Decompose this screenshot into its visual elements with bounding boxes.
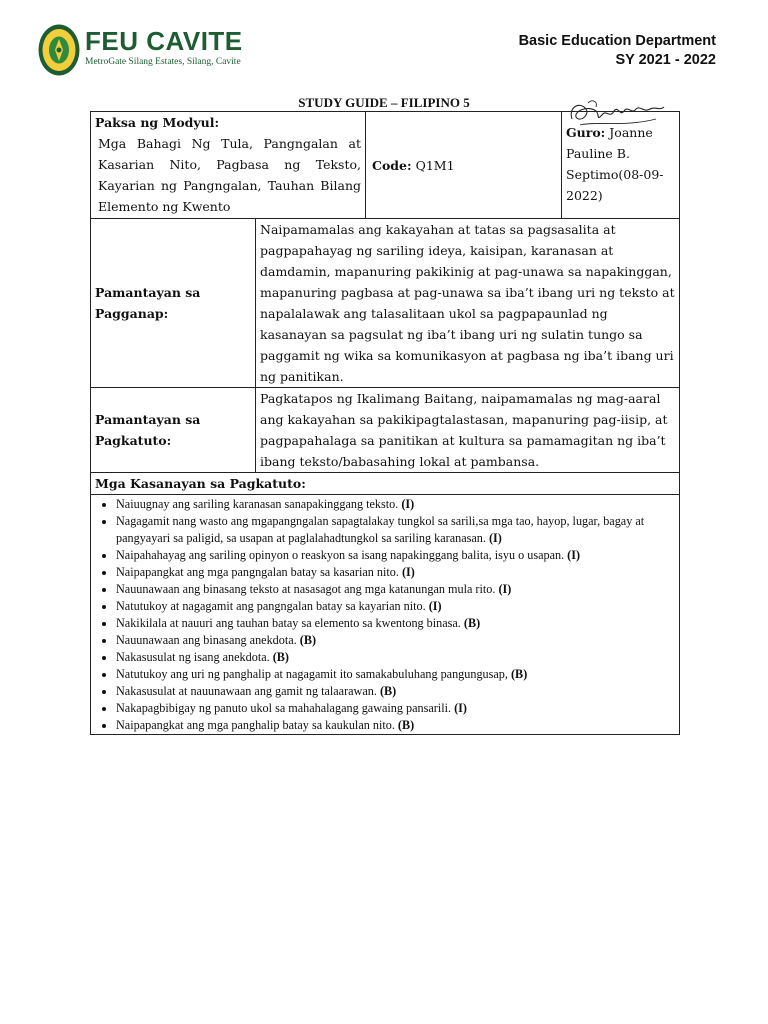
competency-level: (B) [299, 633, 317, 647]
competency-text: Naiuugnay ang sariling karanasan sanapakinggang teksto. [116, 497, 399, 511]
module-topic-cell [91, 112, 366, 219]
competency-level: (B) [511, 667, 528, 681]
competency-level: (B) [272, 650, 289, 664]
competency-text: Natutukoy at nagagamit ang pangngalan batay sa kayarian nito. [116, 599, 426, 613]
school-year: SY 2021 - 2022 [615, 52, 716, 68]
competency-level: (I) [488, 531, 502, 545]
module-topic: Mga Bahagi Ng Tula, Pangngalan at Kasarian Nito, Pagbasa ng Teksto, Kayarian ng Pangngalan, Tauhan Bilang Elemento ng Kwento [98, 136, 361, 214]
competency-level: (I) [401, 565, 415, 579]
code-label: Code: [372, 157, 412, 173]
competency-text: Nakasusulat ng isang anekdota. [116, 650, 270, 664]
competency-item [116, 564, 675, 581]
competencies-label: Mga Kasanayan sa Pagkatuto: [91, 473, 680, 495]
competency-item [116, 547, 675, 564]
competency-level: (I) [567, 548, 581, 562]
performance-label: Pamantayan sa Pagganap: [91, 219, 256, 388]
school-address: MetroGate Silang Estates, Silang, Cavite [85, 57, 241, 67]
competency-text: Nakasusulat at nauunawaan ang gamit ng talaarawan. [116, 684, 377, 698]
competency-item [116, 649, 675, 666]
competency-level: (I) [428, 599, 442, 613]
competency-level: (I) [498, 582, 512, 596]
learning-standard-row [91, 388, 680, 473]
module-code: Q1M1 [415, 157, 455, 173]
competency-item [116, 632, 675, 649]
competencies-row [91, 495, 680, 735]
study-guide-table [90, 111, 680, 735]
competencies-list [95, 496, 675, 734]
module-row [91, 112, 680, 219]
competency-item [116, 615, 675, 632]
competency-text: Nauunawaan ang binasang teksto at nasasagot ang mga katanungan mula rito. [116, 582, 496, 596]
page-header [0, 0, 768, 95]
competency-item [116, 598, 675, 615]
document-title: STUDY GUIDE – FILIPINO 5 [298, 95, 470, 110]
department-info [519, 32, 716, 70]
performance-text: Naipamamalas ang kakayahan at tatas sa pagsasalita at pagpapahayag ng sariling ideya, kaisipan, karanasan at damdamin, mapanuring pakikinig at pag-unawa sa napakinggan, mapanuring pagbasa at pag-unawa sa iba’t ibang uri ng teksto at napalalawak ang talasalitaan ukol sa pagpapaunlad ng kasanayan sa pagsulat ng iba’t ibang uri ng sulatin tungo sa paggamit ng wika sa komunikasyon at pagbasa ng iba’t ibang uri ng panitikan. [256, 219, 680, 388]
competency-item [116, 666, 675, 683]
competency-level: (B) [379, 684, 397, 698]
competency-level: (I) [454, 701, 467, 715]
teacher-cell [562, 112, 680, 219]
teacher-label: Guro: [566, 125, 606, 140]
topic-label: Paksa ng Modyul: [95, 115, 220, 130]
competency-item [116, 513, 675, 547]
competency-text: Naipapangkat ang mga pangngalan batay sa kasarian nito. [116, 565, 399, 579]
learning-label: Pamantayan sa Pagkatuto: [91, 388, 256, 473]
competency-item [116, 683, 675, 700]
competency-text: Nakapagbibigay ng panuto ukol sa mahahalagang gawaing pansarili. [116, 701, 452, 715]
competency-level: (B) [463, 616, 481, 630]
competencies-header-row [91, 473, 680, 495]
competency-item [116, 717, 675, 734]
competency-text: Nakikilala at nauuri ang tauhan batay sa elemento sa kwentong binasa. [116, 616, 461, 630]
competency-text: Naipahahayag ang sariling opinyon o reaskyon sa isang napakinggang balita, isyu o usapan. [116, 548, 565, 562]
module-code-cell [366, 112, 562, 219]
competency-level: (B) [397, 718, 415, 732]
performance-standard-row [91, 219, 680, 388]
competency-text: Nagagamit nang wasto ang mgapangngalan sapagtalakay tungkol sa sarili,sa mga tao, hayop, lugar, bagay at pangyayari sa paligid, sa usapan at paglalahadtungkol sa sariling karanasan. [116, 514, 645, 545]
learning-text: Pagkatapos ng Ikalimang Baitang, naipamamalas ng mag-aaral ang kakayahan sa pakikipagtalastasan, mapanuring pag-iisip, at pagpapahalaga sa panitikan at kultura sa pamamagitan ng iba’t ibang teksto/babasahing lokal at pambansa. [256, 388, 680, 473]
brand-name: FEU CAVITE [85, 26, 243, 56]
competency-text: Naipapangkat ang mga panghalip batay sa kaukulan nito. [116, 718, 395, 732]
teacher-name: Joanne Pauline B. Septimo(08-09-2022) [566, 125, 664, 203]
department-name: Basic Education Department [518, 33, 716, 49]
competency-text: Natutukoy ang uri ng panghalip at nagagamit ito samakabuluhang pangungusap, [116, 667, 508, 681]
competencies-cell [91, 495, 680, 735]
competency-text: Nauunawaan ang binasang anekdota. [116, 633, 297, 647]
school-seal-icon [38, 24, 80, 76]
competency-item [116, 700, 675, 717]
competency-level: (I) [401, 497, 415, 511]
competency-item [116, 496, 675, 513]
competency-item [116, 581, 675, 598]
